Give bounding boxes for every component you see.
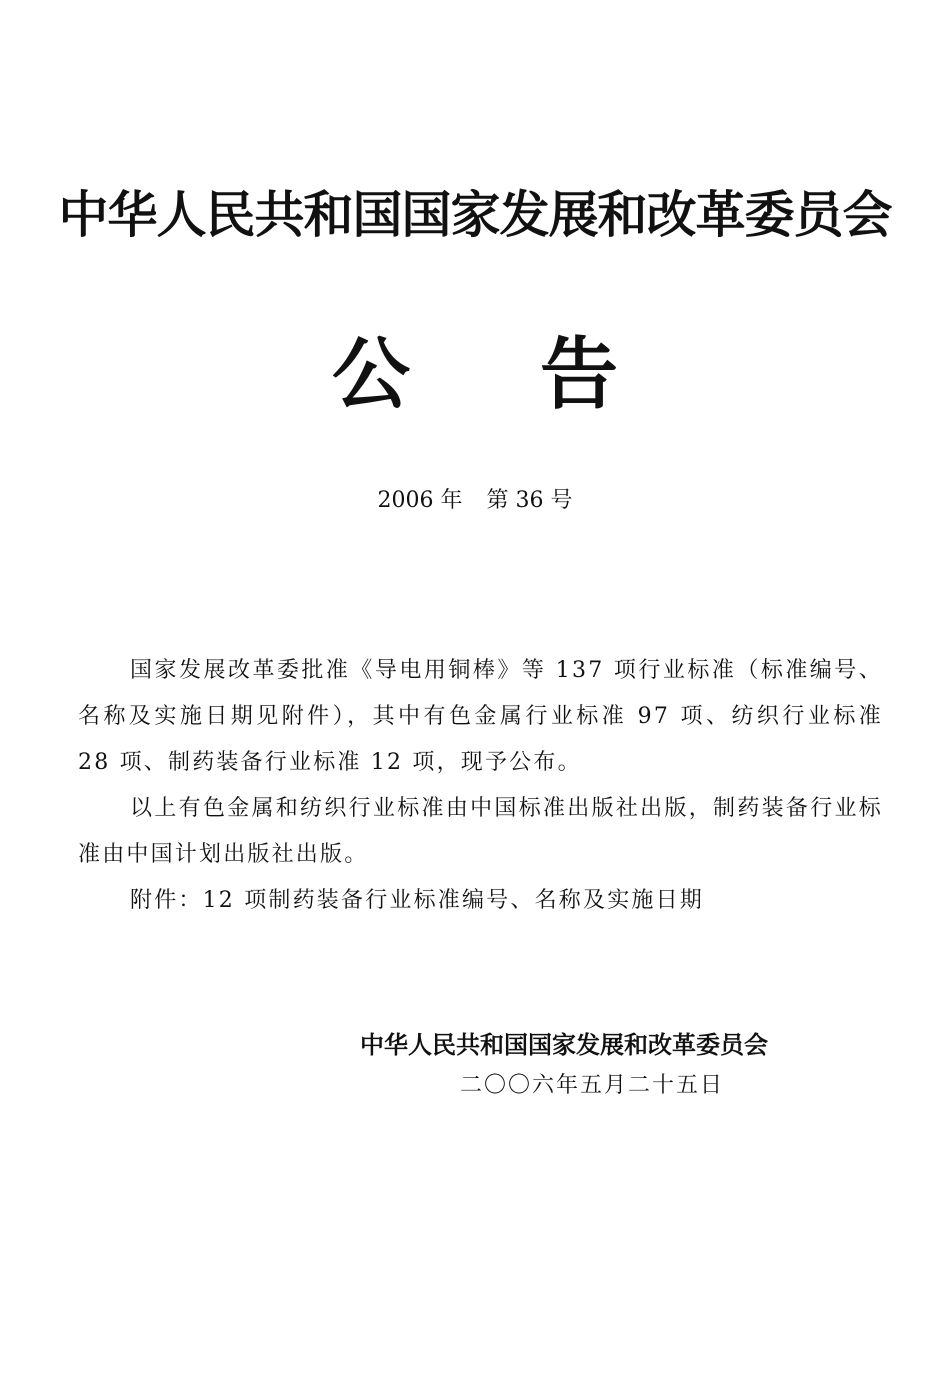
body-paragraph-approval: 国家发展改革委批准《导电用铜棒》等 137 项行业标准（标准编号、名称及实施日期见附件），其中有色金属行业标准 97 项、纺织行业标准 28 项、制药装备行业标准 12 项，现予公布。 (78, 658, 883, 775)
document-number (0, 486, 950, 516)
signature-date: 二〇〇六年五月二十五日 (460, 1073, 725, 1098)
doc-type-char-1: 公 (331, 329, 410, 420)
announcement-body (78, 648, 883, 924)
signature-issuer: 中华人民共和国国家发展和改革委员会 (360, 1031, 768, 1059)
document-year: 2006 年 (377, 488, 463, 513)
body-paragraph-publishers: 以上有色金属和纺织行业标准由中国标准出版社出版，制药装备行业标准由中国计划出版社出版。 (78, 796, 883, 867)
document-serial: 第 36 号 (486, 488, 573, 513)
issuer-title: 中华人民共和国国家发展和改革委员会 (58, 186, 892, 244)
body-paragraph-attachment: 附件：12 项制药装备行业标准编号、名称及实施日期 (130, 888, 704, 913)
doc-type-char-2: 告 (540, 329, 619, 420)
doc-type-heading (0, 330, 950, 420)
